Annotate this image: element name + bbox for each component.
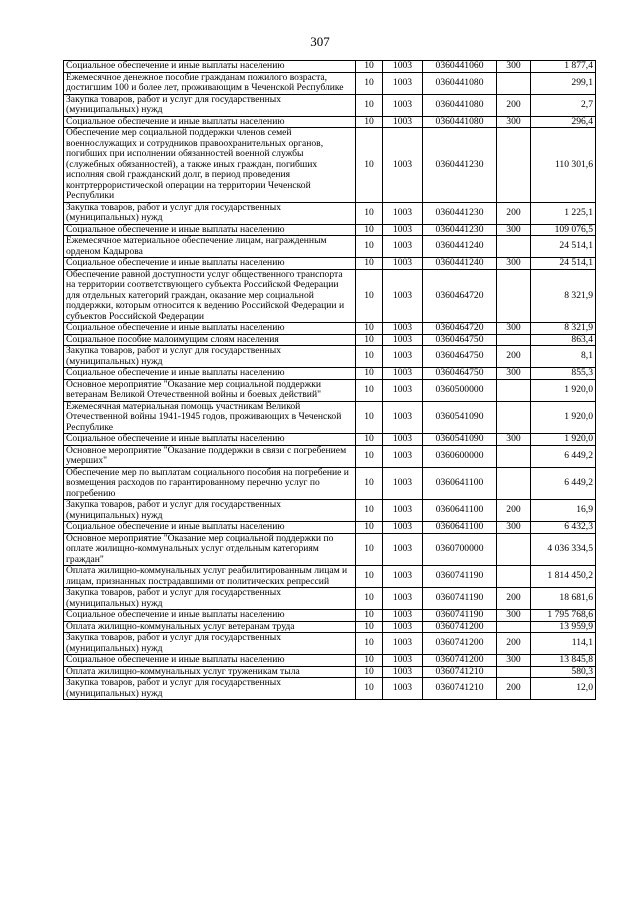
budget-table [63, 60, 596, 700]
expense-type-cell: 300 [497, 655, 531, 667]
expense-name-cell: Социальное обеспечение и иные выплаты населению [64, 434, 356, 446]
table-row [64, 323, 596, 335]
target-article-cell: 0360464720 [423, 269, 497, 323]
section-code-cell: 10 [356, 588, 383, 610]
subsection-code-cell: 1003 [383, 323, 423, 335]
section-code-cell: 10 [356, 401, 383, 434]
expense-name-cell: Ежемесячное материальное обеспечение лицам, награжденным орденом Кадырова [64, 236, 356, 258]
expense-name-cell: Закупка товаров, работ и услуг для государственных (муниципальных) нужд [64, 633, 356, 655]
target-article-cell: 0360464720 [423, 323, 497, 335]
section-code-cell: 10 [356, 621, 383, 633]
target-article-cell: 0360741200 [423, 621, 497, 633]
amount-cell: 4 036 334,5 [531, 533, 596, 566]
expense-type-cell: 200 [497, 94, 531, 116]
table-row [64, 94, 596, 116]
expense-type-cell [497, 379, 531, 401]
expense-name-cell: Закупка товаров, работ и услуг для государственных (муниципальных) нужд [64, 202, 356, 224]
amount-cell: 296,4 [531, 116, 596, 128]
expense-name-cell: Социальное обеспечение и иные выплаты населению [64, 61, 356, 73]
table-row [64, 379, 596, 401]
subsection-code-cell: 1003 [383, 655, 423, 667]
target-article-cell: 0360441080 [423, 116, 497, 128]
amount-cell: 1 920,0 [531, 434, 596, 446]
expense-name-cell: Закупка товаров, работ и услуг для государственных (муниципальных) нужд [64, 678, 356, 700]
amount-cell: 13 845,8 [531, 655, 596, 667]
section-code-cell: 10 [356, 346, 383, 368]
table-row [64, 202, 596, 224]
subsection-code-cell: 1003 [383, 379, 423, 401]
amount-cell: 13 959,9 [531, 621, 596, 633]
target-article-cell: 0360464750 [423, 346, 497, 368]
amount-cell: 16,9 [531, 500, 596, 522]
expense-name-cell: Социальное обеспечение и иные выплаты населению [64, 368, 356, 380]
target-article-cell: 0360741210 [423, 666, 497, 678]
expense-name-cell: Социальное обеспечение и иные выплаты населению [64, 610, 356, 622]
target-article-cell: 0360741200 [423, 633, 497, 655]
amount-cell: 12,0 [531, 678, 596, 700]
table-row [64, 116, 596, 128]
subsection-code-cell: 1003 [383, 666, 423, 678]
subsection-code-cell: 1003 [383, 445, 423, 467]
page-number: 307 [310, 34, 330, 49]
target-article-cell: 0360641100 [423, 467, 497, 500]
section-code-cell: 10 [356, 633, 383, 655]
section-code-cell: 10 [356, 128, 383, 203]
amount-cell: 6 432,3 [531, 522, 596, 534]
amount-cell: 18 681,6 [531, 588, 596, 610]
expense-type-cell [497, 128, 531, 203]
amount-cell: 855,3 [531, 368, 596, 380]
expense-type-cell [497, 467, 531, 500]
target-article-cell: 0360741210 [423, 678, 497, 700]
amount-cell: 24 514,1 [531, 258, 596, 270]
expense-name-cell: Закупка товаров, работ и услуг для государственных (муниципальных) нужд [64, 94, 356, 116]
section-code-cell: 10 [356, 500, 383, 522]
subsection-code-cell: 1003 [383, 72, 423, 94]
section-code-cell: 10 [356, 434, 383, 446]
subsection-code-cell: 1003 [383, 258, 423, 270]
expense-name-cell: Обеспечение равной доступности услуг общественного транспорта на территории соответствующего субъекта Российской Федерации для отдельных категорий граждан, оказание мер социальной поддержки, которым относится к ведению Российской Федерации и субъектов Российской Федерации [64, 269, 356, 323]
expense-type-cell [497, 533, 531, 566]
expense-name-cell: Социальное обеспечение и иные выплаты населению [64, 258, 356, 270]
section-code-cell: 10 [356, 666, 383, 678]
table-row [64, 655, 596, 667]
expense-type-cell: 200 [497, 588, 531, 610]
amount-cell: 580,3 [531, 666, 596, 678]
amount-cell: 6 449,2 [531, 467, 596, 500]
expense-type-cell: 300 [497, 368, 531, 380]
expense-name-cell: Обеспечение мер социальной поддержки членов семей военнослужащих и сотрудников правоохранительных органов, погибших при исполнении обязанностей военной службы (служебных обязанностей), а также иных граждан, погибших исполняя свой гражданский долг, в период проведения контртеррористической операции на территории Чеченской Республики [64, 128, 356, 203]
table-row [64, 522, 596, 534]
expense-type-cell [497, 566, 531, 588]
amount-cell: 109 076,5 [531, 224, 596, 236]
subsection-code-cell: 1003 [383, 678, 423, 700]
target-article-cell: 0360441060 [423, 61, 497, 73]
subsection-code-cell: 1003 [383, 588, 423, 610]
target-article-cell: 0360541090 [423, 434, 497, 446]
expense-name-cell: Закупка товаров, работ и услуг для государственных (муниципальных) нужд [64, 588, 356, 610]
section-code-cell: 10 [356, 323, 383, 335]
target-article-cell: 0360441230 [423, 128, 497, 203]
expense-type-cell [497, 445, 531, 467]
expense-name-cell: Ежемесячное денежное пособие гражданам пожилого возраста, достигшим 100 и более лет, проживающим в Чеченской Республике [64, 72, 356, 94]
amount-cell: 6 449,2 [531, 445, 596, 467]
amount-cell: 8 321,9 [531, 269, 596, 323]
expense-type-cell: 200 [497, 202, 531, 224]
target-article-cell: 0360600000 [423, 445, 497, 467]
table-row [64, 678, 596, 700]
amount-cell: 1 795 768,6 [531, 610, 596, 622]
subsection-code-cell: 1003 [383, 236, 423, 258]
section-code-cell: 10 [356, 445, 383, 467]
section-code-cell: 10 [356, 522, 383, 534]
subsection-code-cell: 1003 [383, 346, 423, 368]
expense-type-cell: 300 [497, 224, 531, 236]
subsection-code-cell: 1003 [383, 500, 423, 522]
target-article-cell: 0360441240 [423, 236, 497, 258]
target-article-cell: 0360541090 [423, 401, 497, 434]
subsection-code-cell: 1003 [383, 621, 423, 633]
table-row [64, 445, 596, 467]
expense-type-cell: 300 [497, 116, 531, 128]
amount-cell: 1 814 450,2 [531, 566, 596, 588]
table-row [64, 258, 596, 270]
target-article-cell: 0360500000 [423, 379, 497, 401]
amount-cell: 114,1 [531, 633, 596, 655]
target-article-cell: 0360741190 [423, 588, 497, 610]
table-row [64, 236, 596, 258]
section-code-cell: 10 [356, 655, 383, 667]
subsection-code-cell: 1003 [383, 94, 423, 116]
amount-cell: 1 225,1 [531, 202, 596, 224]
table-row [64, 588, 596, 610]
subsection-code-cell: 1003 [383, 116, 423, 128]
table-row [64, 72, 596, 94]
subsection-code-cell: 1003 [383, 61, 423, 73]
table-row [64, 61, 596, 73]
table-row [64, 434, 596, 446]
expense-type-cell: 300 [497, 610, 531, 622]
expense-type-cell: 200 [497, 500, 531, 522]
subsection-code-cell: 1003 [383, 633, 423, 655]
expense-name-cell: Социальное пособие малоимущим слоям населения [64, 334, 356, 346]
amount-cell: 1 877,4 [531, 61, 596, 73]
section-code-cell: 10 [356, 116, 383, 128]
amount-cell: 2,7 [531, 94, 596, 116]
expense-type-cell: 300 [497, 61, 531, 73]
expense-name-cell: Основное мероприятие "Оказание мер социальной поддержки по оплате жилищно-коммунальных услуг отдельным категориям граждан" [64, 533, 356, 566]
section-code-cell: 10 [356, 379, 383, 401]
subsection-code-cell: 1003 [383, 566, 423, 588]
target-article-cell: 0360641100 [423, 500, 497, 522]
table-row [64, 621, 596, 633]
section-code-cell: 10 [356, 269, 383, 323]
section-code-cell: 10 [356, 224, 383, 236]
amount-cell: 8,1 [531, 346, 596, 368]
expense-type-cell: 200 [497, 633, 531, 655]
expense-name-cell: Обеспечение мер по выплатам социального пособия на погребение и возмещения расходов по гарантированному перечню услуг по погребению [64, 467, 356, 500]
table-row [64, 610, 596, 622]
expense-type-cell [497, 666, 531, 678]
expense-name-cell: Закупка товаров, работ и услуг для государственных (муниципальных) нужд [64, 500, 356, 522]
subsection-code-cell: 1003 [383, 522, 423, 534]
table-row [64, 401, 596, 434]
section-code-cell: 10 [356, 72, 383, 94]
amount-cell: 24 514,1 [531, 236, 596, 258]
expense-type-cell [497, 334, 531, 346]
table-row [64, 224, 596, 236]
section-code-cell: 10 [356, 258, 383, 270]
amount-cell: 863,4 [531, 334, 596, 346]
expense-name-cell: Оплата жилищно-коммунальных услуг реабилитированным лицам и лицам, признанных пострадавшими от политических репрессий [64, 566, 356, 588]
target-article-cell: 0360700000 [423, 533, 497, 566]
target-article-cell: 0360441080 [423, 72, 497, 94]
expense-name-cell: Социальное обеспечение и иные выплаты населению [64, 224, 356, 236]
target-article-cell: 0360464750 [423, 334, 497, 346]
subsection-code-cell: 1003 [383, 533, 423, 566]
subsection-code-cell: 1003 [383, 610, 423, 622]
target-article-cell: 0360464750 [423, 368, 497, 380]
expense-type-cell [497, 236, 531, 258]
amount-cell: 1 920,0 [531, 379, 596, 401]
section-code-cell: 10 [356, 236, 383, 258]
expense-name-cell: Основное мероприятие "Оказание мер социальной поддержки ветеранам Великой Отечественной войны и боевых действий" [64, 379, 356, 401]
subsection-code-cell: 1003 [383, 467, 423, 500]
table-row [64, 666, 596, 678]
amount-cell: 1 920,0 [531, 401, 596, 434]
expense-type-cell: 200 [497, 346, 531, 368]
expense-name-cell: Социальное обеспечение и иные выплаты населению [64, 323, 356, 335]
expense-name-cell: Социальное обеспечение и иные выплаты населению [64, 655, 356, 667]
target-article-cell: 0360641100 [423, 522, 497, 534]
amount-cell: 8 321,9 [531, 323, 596, 335]
target-article-cell: 0360441080 [423, 94, 497, 116]
expense-type-cell [497, 72, 531, 94]
expense-type-cell: 300 [497, 323, 531, 335]
subsection-code-cell: 1003 [383, 224, 423, 236]
expense-name-cell: Социальное обеспечение и иные выплаты населению [64, 116, 356, 128]
expense-type-cell: 300 [497, 258, 531, 270]
table-row [64, 334, 596, 346]
subsection-code-cell: 1003 [383, 202, 423, 224]
expense-name-cell: Оплата жилищно-коммунальных услуг труженикам тыла [64, 666, 356, 678]
target-article-cell: 0360741190 [423, 610, 497, 622]
subsection-code-cell: 1003 [383, 401, 423, 434]
table-row [64, 500, 596, 522]
expense-type-cell [497, 269, 531, 323]
table-row [64, 467, 596, 500]
expense-name-cell: Социальное обеспечение и иные выплаты населению [64, 522, 356, 534]
subsection-code-cell: 1003 [383, 269, 423, 323]
expense-type-cell: 300 [497, 434, 531, 446]
amount-cell: 110 301,6 [531, 128, 596, 203]
table-row [64, 533, 596, 566]
subsection-code-cell: 1003 [383, 334, 423, 346]
expense-type-cell [497, 401, 531, 434]
expense-type-cell [497, 621, 531, 633]
table-row [64, 633, 596, 655]
target-article-cell: 0360441240 [423, 258, 497, 270]
target-article-cell: 0360741200 [423, 655, 497, 667]
expense-type-cell: 200 [497, 678, 531, 700]
budget-table-body [64, 61, 596, 700]
section-code-cell: 10 [356, 61, 383, 73]
expense-name-cell: Оплата жилищно-коммунальных услуг ветеранам труда [64, 621, 356, 633]
subsection-code-cell: 1003 [383, 128, 423, 203]
section-code-cell: 10 [356, 678, 383, 700]
subsection-code-cell: 1003 [383, 368, 423, 380]
target-article-cell: 0360741190 [423, 566, 497, 588]
section-code-cell: 10 [356, 533, 383, 566]
expense-name-cell: Закупка товаров, работ и услуг для государственных (муниципальных) нужд [64, 346, 356, 368]
target-article-cell: 0360441230 [423, 202, 497, 224]
expense-name-cell: Ежемесячная материальная помощь участникам Великой Отечественной войны 1941-1945 годов, проживающих в Чеченской Республике [64, 401, 356, 434]
subsection-code-cell: 1003 [383, 434, 423, 446]
section-code-cell: 10 [356, 94, 383, 116]
section-code-cell: 10 [356, 467, 383, 500]
section-code-cell: 10 [356, 566, 383, 588]
amount-cell: 299,1 [531, 72, 596, 94]
section-code-cell: 10 [356, 202, 383, 224]
table-row [64, 346, 596, 368]
section-code-cell: 10 [356, 334, 383, 346]
table-row [64, 566, 596, 588]
expense-type-cell: 300 [497, 522, 531, 534]
expense-name-cell: Основное мероприятие "Оказание поддержки в связи с погребением умерших" [64, 445, 356, 467]
target-article-cell: 0360441230 [423, 224, 497, 236]
table-row [64, 269, 596, 323]
section-code-cell: 10 [356, 368, 383, 380]
table-row [64, 128, 596, 203]
section-code-cell: 10 [356, 610, 383, 622]
table-row [64, 368, 596, 380]
